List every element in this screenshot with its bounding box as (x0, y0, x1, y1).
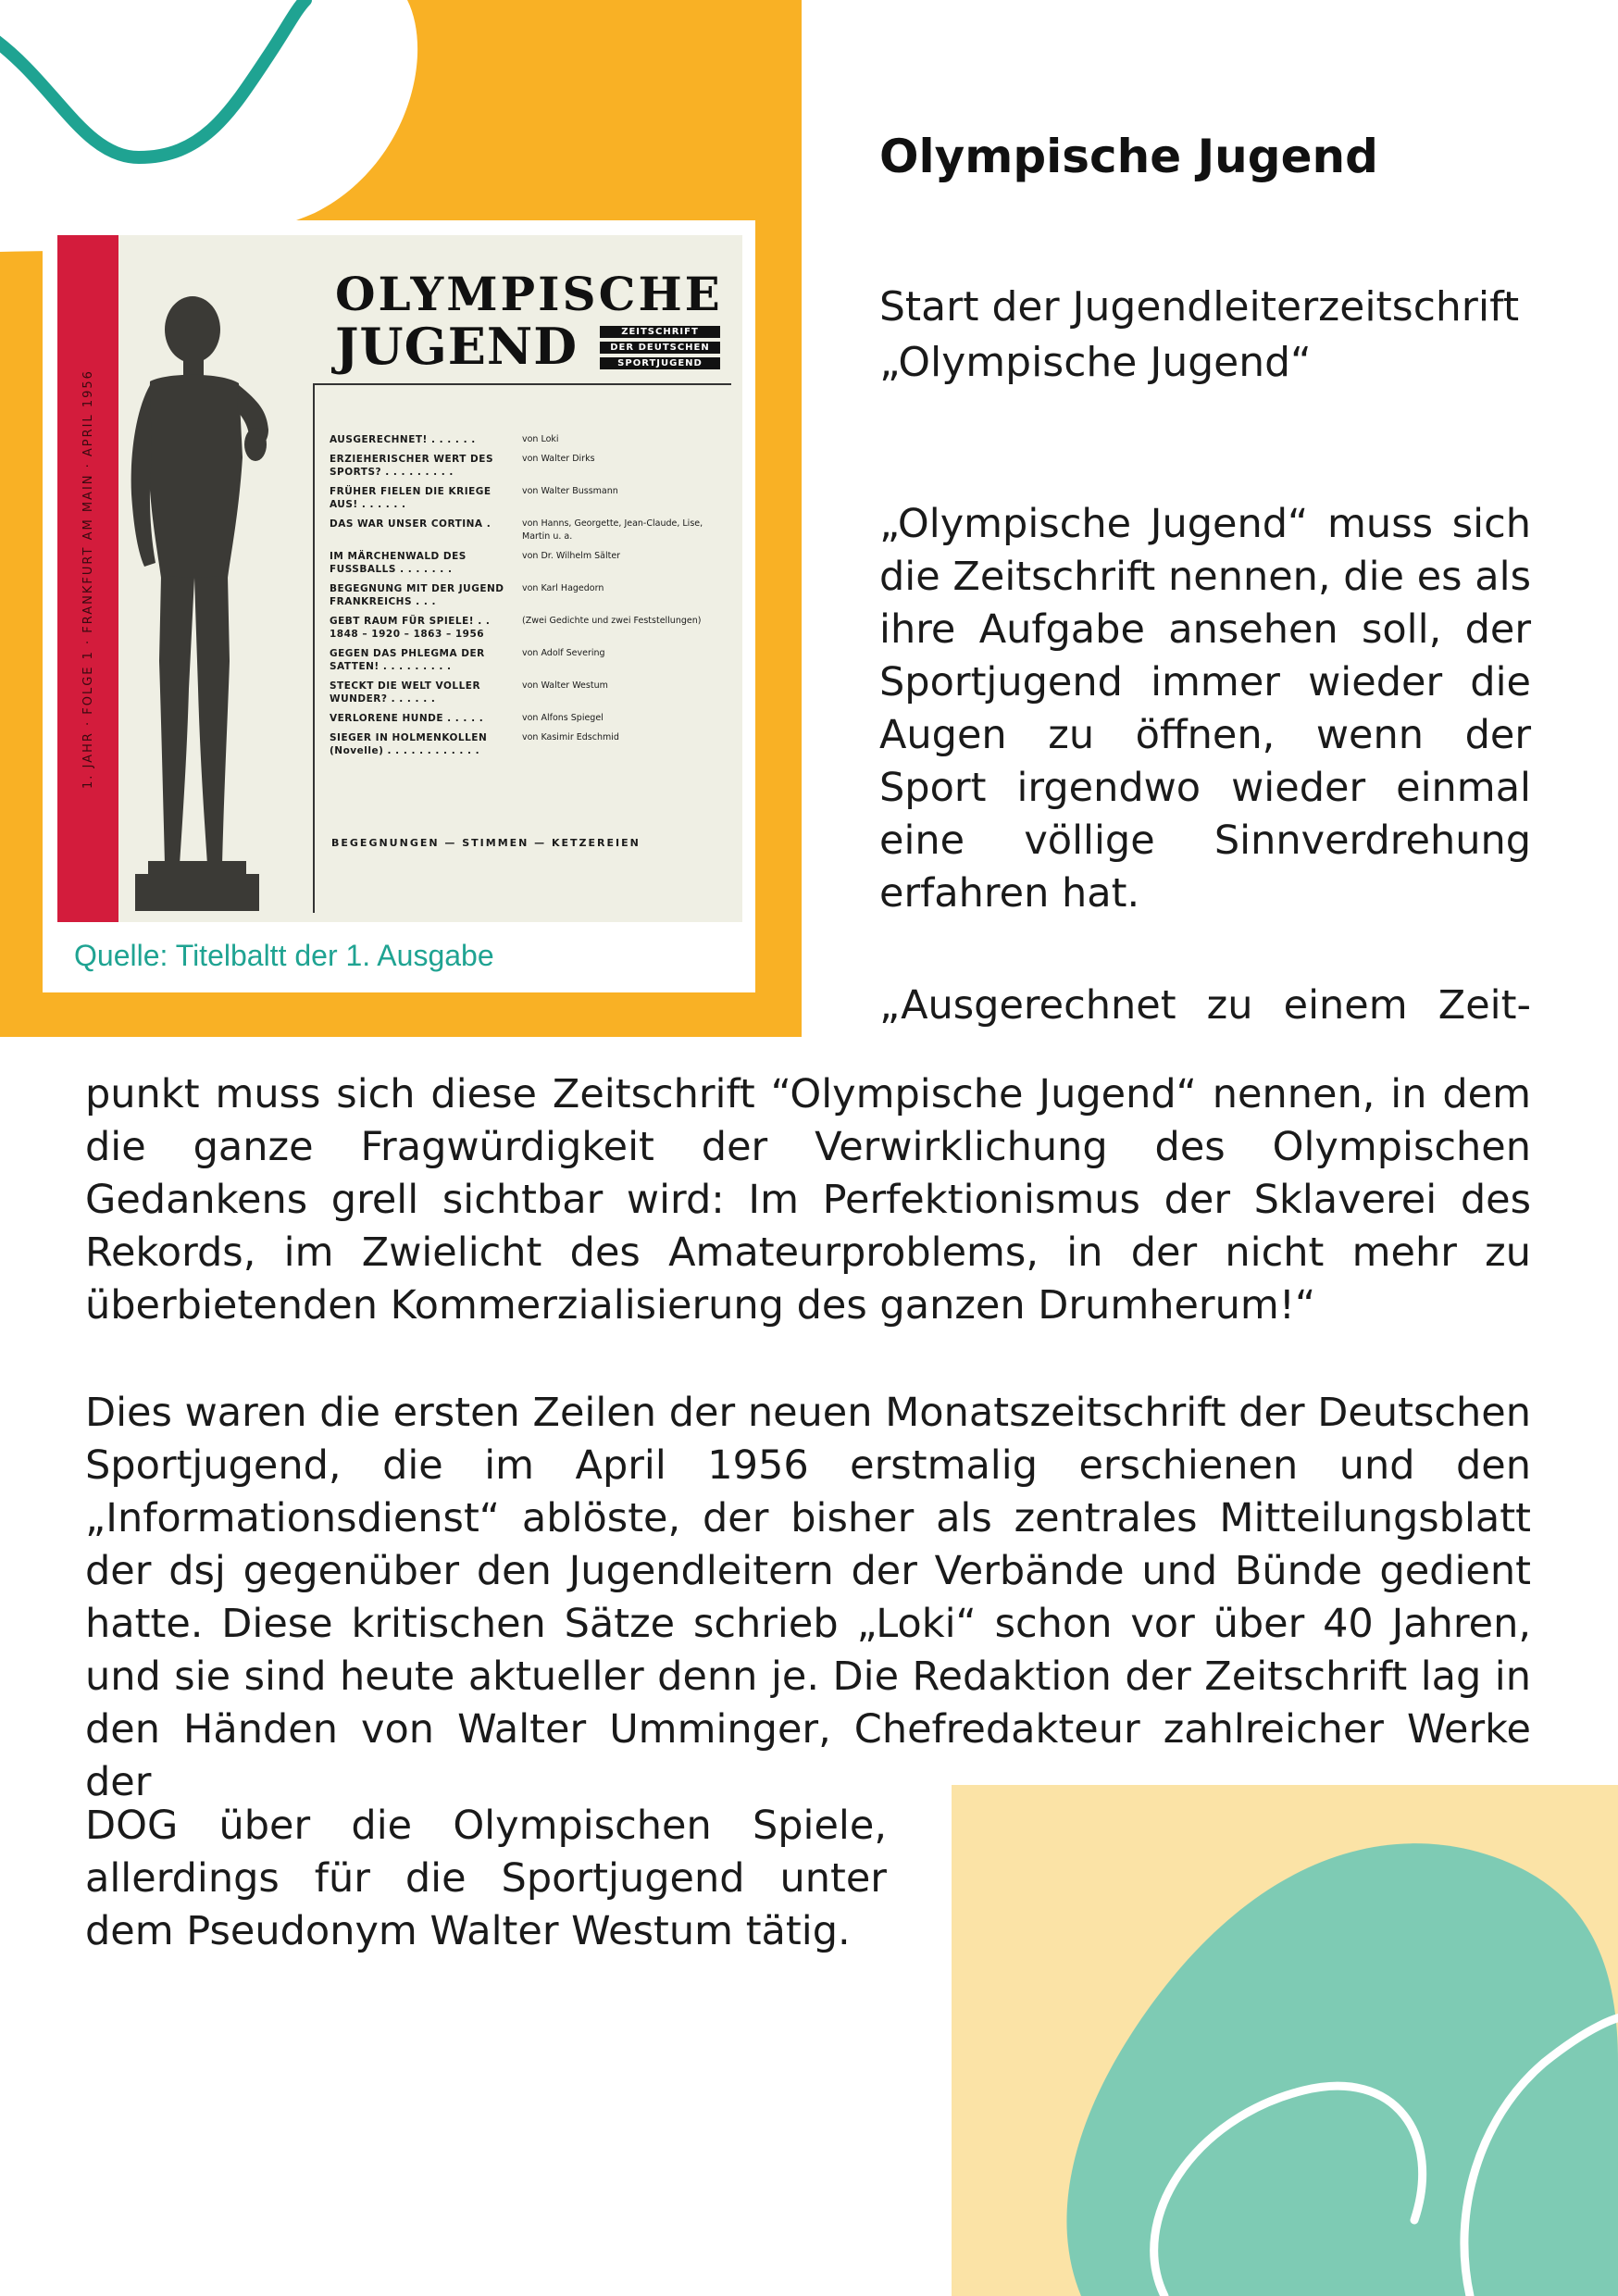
cover-subtitle-line: DER DEUTSCHEN (600, 342, 720, 354)
toc-title: ERZIEHERISCHER WERT DES SPORTS? . . . . . . . . . (330, 454, 494, 478)
toc-entry (330, 518, 728, 543)
toc-author: (Zwei Gedichte und zwei Feststellungen) (522, 616, 702, 626)
toc-author: von Walter Dirks (522, 454, 595, 464)
toc-entry (330, 433, 728, 446)
toc-author: von Walter Bussmann (522, 486, 618, 496)
toc-author: von Karl Hagedorn (522, 583, 604, 593)
body-paragraph: Dies waren die ersten Zeilen der neuen Monatszeitschrift der Deutschen Sportjugend, die im April 1956 erstmalig erschienen und den „Informationsdienst“ ablöste, der bisher als zentrales Mitteilungsblatt der dsj gegenüber den Jugendleitern der Verbände und Bünde gedient hatte. Diese kritischen Sätze schrieb „Loki“ schon vor über 40 Jahren, und sie sind heute aktueller denn je. Die Redaktion der Zeitschrift lag in den Händen von Walter Umminger, Chefredakteur zahlreicher Werke der (85, 1390, 1531, 1805)
toc-entry (330, 731, 728, 757)
body-paragraph-continued: DOG über die Olympischen Spiele, allerdings für die Sportjugend unter dem Pseudonym Walter Westum tätig. (85, 1803, 887, 1954)
toc-entry (330, 615, 728, 641)
page-subtitle: Start der Jugendleiterzeitschrift „Olympische Jugend“ (879, 283, 1520, 386)
toc-title: STECKT DIE WELT VOLLER WUNDER? . . . . . . (330, 680, 481, 705)
toc-entry (330, 680, 728, 705)
toc-author: von Dr. Wilhelm Sälter (522, 551, 621, 561)
toc-entry (330, 647, 728, 673)
toc-entry (330, 550, 728, 576)
toc-author: von Loki (522, 434, 559, 444)
quote-paragraph: „Olympische Jugend“ muss sich die Zeitschrift nennen, die es als ihre Aufgabe ansehen soll, der Sportjugend immer wieder die Augen zu öffnen, wenn der Sport irgendwo wieder einmal eine völlige Sinnverdrehung erfahren hat. (879, 501, 1531, 917)
decorative-shape-bottom (952, 1785, 1618, 2296)
toc-author: von Kasimir Edschmid (522, 732, 619, 742)
cover-subtitle-line: SPORTJUGEND (600, 357, 720, 369)
toc-title: FRÜHER FIELEN DIE KRIEGE AUS! . . . . . . (330, 486, 492, 510)
toc-title: GEGEN DAS PHLEGMA DER SATTEN! . . . . . . . . . (330, 648, 485, 672)
toc-entry (330, 582, 728, 608)
toc-title: VERLORENE HUNDE . . . . . (330, 713, 484, 724)
magazine-cover (57, 235, 742, 922)
statue-illustration (83, 272, 296, 920)
cover-image-frame (43, 220, 755, 992)
cover-toc-footer: BEGEGNUNGEN — STIMMEN — KETZEREIEN (331, 837, 641, 849)
toc-entry (330, 712, 728, 725)
toc-author: von Hanns, Georgette, Jean-Claude, Lise, Martin u. a. (522, 518, 703, 542)
cover-toc (330, 433, 728, 764)
quote-paragraph-start: „Ausgerechnet zu einem Zeit- (879, 982, 1531, 1029)
toc-author: von Adolf Severing (522, 648, 605, 658)
page-title: Olympische Jugend (879, 130, 1378, 183)
toc-author: von Walter Westum (522, 680, 608, 691)
toc-title: BEGEGNUNG MIT DER JUGEND FRANKREICHS . . . (330, 583, 504, 607)
toc-title: SIEGER IN HOLMENKOLLEN (Novelle) . . . . . . . . . . . . (330, 732, 488, 756)
toc-entry (330, 453, 728, 479)
cover-subtitle-line: ZEITSCHRIFT (600, 326, 720, 338)
toc-title: IM MÄRCHENWALD DES FUSSBALLS . . . . . . . (330, 551, 467, 575)
toc-title: DAS WAR UNSER CORTINA . (330, 518, 492, 530)
toc-title: AUSGERECHNET! . . . . . . (330, 434, 476, 445)
cover-title-line2: JUGEND (335, 317, 579, 376)
cover-title-line1: OLYMPISCHE (335, 267, 723, 321)
toc-title: GEBT RAUM FÜR SPIELE! . . 1848 – 1920 – 1863 – 1956 (330, 616, 491, 640)
toc-entry (330, 485, 728, 511)
toc-author: von Alfons Spiegel (522, 713, 604, 723)
cover-toc-box (313, 383, 731, 913)
cover-subtitle (600, 326, 720, 373)
cover-spine-text: 1. JAHR · FOLGE 1 · FRANKFURT AM MAIN · APRIL 1956 (81, 368, 95, 789)
figure-caption: Quelle: Titelbaltt der 1. Ausgabe (74, 939, 494, 972)
quote-paragraph-continued: punkt muss sich diese Zeitschrift “Olympische Jugend“ nennen, in dem die ganze Fragwürdigkeit der Verwirklichung des Olympischen Gedankens grell sichtbar wird: Im Perfektionismus der Sklaverei des Rekords, im Zwielicht des Amateurproblems, in der nicht mehr zu überbietenden Kommerzialisierung des ganzen Drumherum!“ (85, 1071, 1531, 1329)
